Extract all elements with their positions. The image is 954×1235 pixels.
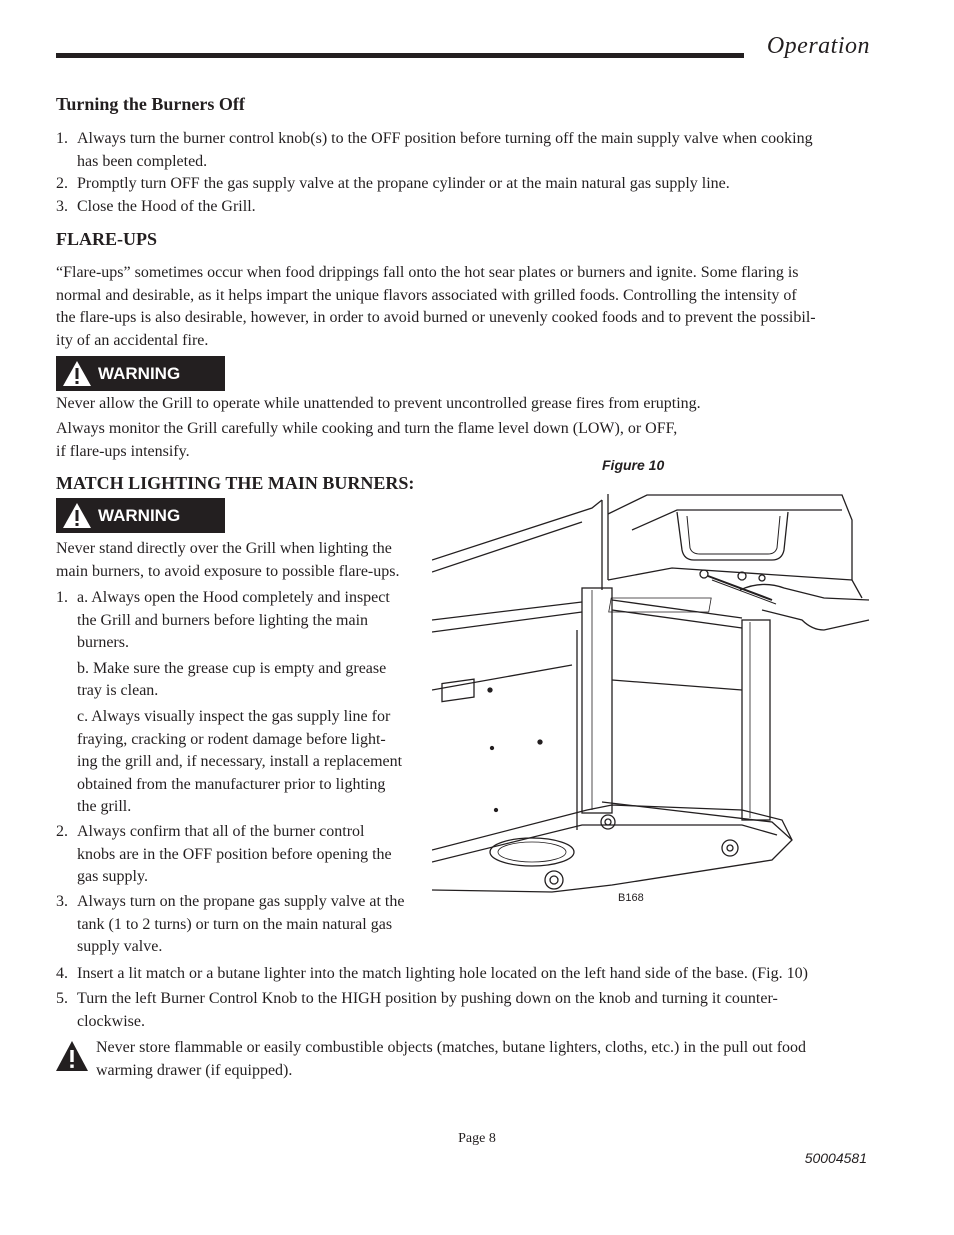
heading-match-lighting: MATCH LIGHTING THE MAIN BURNERS: <box>56 473 415 493</box>
header-rule <box>56 53 744 58</box>
figure-code: B168 <box>618 892 644 904</box>
warning-text: Never allow the Grill to operate while unattended to prevent uncontrolled grease fires from erupting. <box>56 395 701 412</box>
caution-text: Never store flammable or easily combustible objects (matches, butane lighters, cloths, etc.) in the pull out food warming drawer (if equipped). <box>96 1039 807 1079</box>
flare-ups-paragraph: “Flare-ups” sometimes occur when food drippings fall onto the hot sear plates or burners and ignite. Some flaring is normal and desirable, as it helps impart the unique flavors associated with grilled foods. Controlling the intensity of the flare-ups is also desirable, however, in order to avoid burned or unevenly cooked foods and to prevent the possibil- ity of an accidental fire. <box>56 264 816 349</box>
warning-triangle-icon <box>62 502 92 529</box>
warning-banner: WARNING <box>56 356 225 391</box>
heading-turning-off: Turning the Burners Off <box>56 94 245 114</box>
section-title: Operation <box>766 33 870 59</box>
warning-triangle-icon <box>62 360 92 387</box>
heading-flare-ups: FLARE-UPS <box>56 229 158 249</box>
warning-text: Always monitor the Grill carefully while cooking and turn the flame level down (LOW), or OFF, if flare-ups intensify. <box>56 420 678 460</box>
figure-caption: Figure 10 <box>602 457 665 473</box>
warning-banner: WARNING <box>56 498 225 533</box>
warning-text: Never stand directly over the Grill when lighting the main burners, to avoid exposure to possible flare-ups. <box>56 540 400 580</box>
document-number: 50004581 <box>804 1150 867 1166</box>
page-number: Page 8 <box>458 1131 496 1146</box>
grill-illustration <box>432 480 872 900</box>
caution-triangle-icon <box>55 1040 89 1072</box>
